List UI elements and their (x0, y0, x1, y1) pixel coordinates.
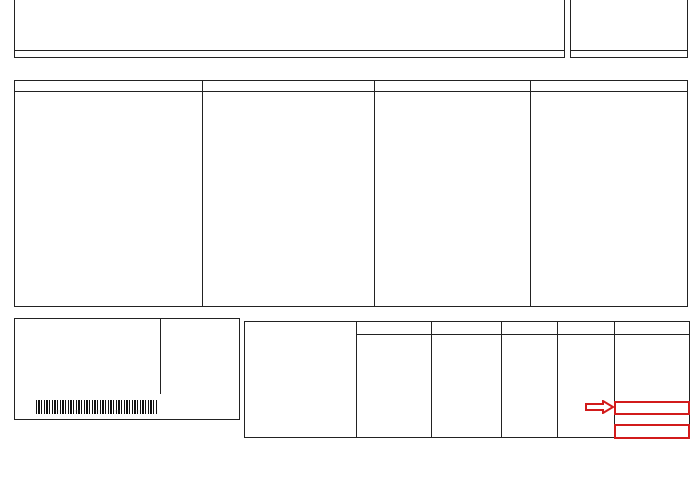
meter-readings-table (14, 0, 696, 58)
bill-particulars-table (14, 80, 688, 307)
total-payable-highlight (614, 424, 690, 439)
amount-before-due-highlight (614, 401, 690, 415)
payment-info-table (244, 321, 690, 438)
arrow-icon (585, 400, 615, 414)
barcode (36, 400, 158, 414)
